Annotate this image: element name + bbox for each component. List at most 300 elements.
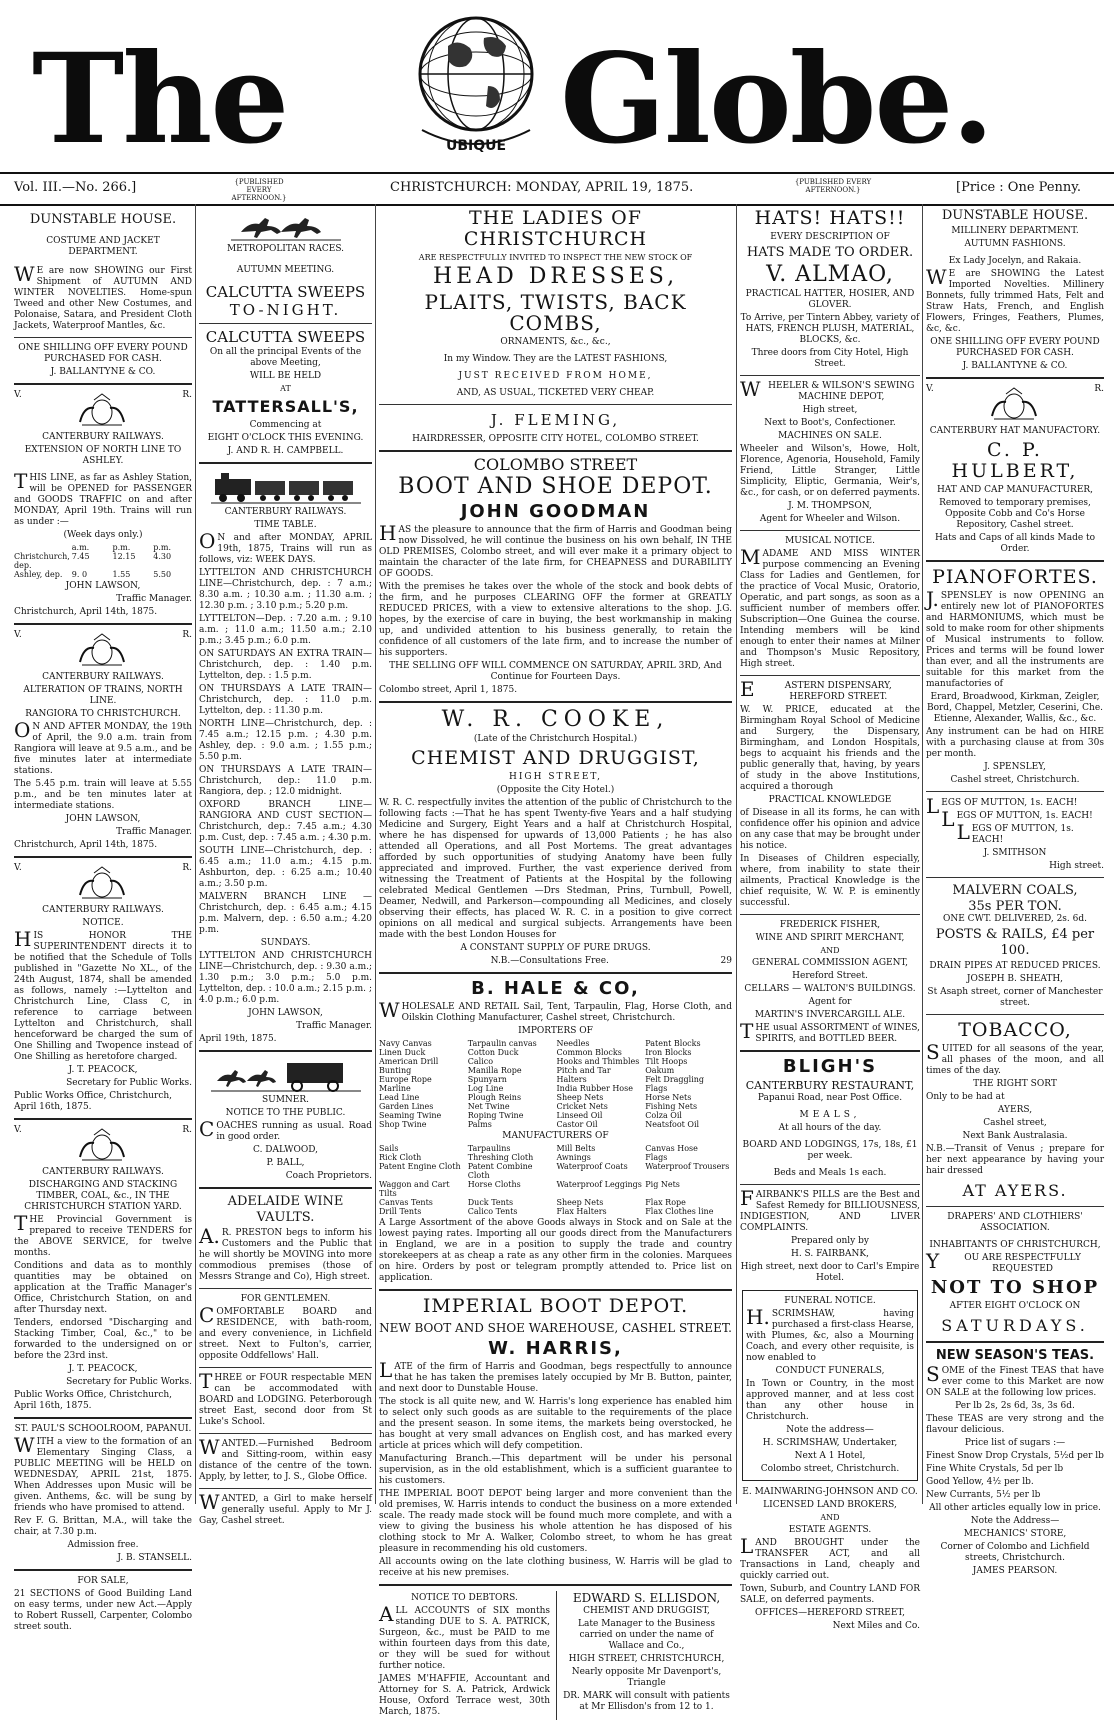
tt-10: LYTTELTON AND CHRISTCHURCH LINE—Christchurch, dep. : 9.30 a.m.; 1.30 p.m.; 3.0 p.m.; 5.0 p.m. Lyttelton, dep. : 10.0 a.m.; 2.15 p.m. ; 4.0 p.m.; 6.0 p.m. [199, 951, 372, 1005]
list-item: Halters [556, 1075, 587, 1084]
sugar-3: Good Yellow, 4½ per lb. [926, 1477, 1034, 1487]
royal-arms [14, 390, 192, 430]
list-item: Roping Twine [467, 1111, 524, 1120]
pearson: JAMES PEARSON. [972, 1566, 1058, 1576]
hale-body2: A Large Assortment of the above Goods always in Stock and on Sale at the lowest paying rates. Importing all our goods direct from the Manufacturers in England, we are in a position to supply the trade and country storekeepers at as cheap a rate as any other firm in the colonies. Marquees on hire. Orders by post or telegram promptly attended to. Price list on application. [379, 1218, 732, 1283]
hulbert-body2: Hats and Caps of all kinds Made to Order. [934, 533, 1096, 554]
wheeler-sig: J. M. THOMPSON, [788, 501, 872, 511]
list-item: Flax Rope [645, 1198, 686, 1207]
beds: Beds and Meals 1s each. [773, 1168, 887, 1178]
millinery: MILLINERY DEPARTMENT. [951, 226, 1079, 236]
harris-body2: The stock is all quite new, and W. Harris's long experience has enabled him to select only such goods as are suitable to the requirements of the place and the present season. In some items, the markets being overstocked, he has bought at very small advances on English cost, and has marked every article at prices which will defy competition. [379, 1397, 732, 1451]
tt-intro: ON and after MONDAY, APRIL 19th, 1875, Trains will run as follows, viz: WEEK DAYS. [199, 529, 372, 565]
almao: V. ALMAO, [766, 262, 894, 287]
piano-makers: Erard, Broadwood, Kirkman, Zeigler, Bord, Chappel, Metzler, Ceserini, Che. Etienne, Alexander, Wallis, &c., &c. [926, 692, 1104, 724]
list-item: Patent Engine Cloth [379, 1162, 461, 1171]
tt-2: LYTTELTON—Dep. : 7.20 a.m. ; 9.10 a.m. ; 11.0 a.m.; 11.50 a.m.; 2.10 p.m.; 3.45 p.m.; 6.0 p.m. [199, 614, 372, 646]
fleming: J. FLEMING, [490, 411, 621, 429]
masthead [0, 0, 1114, 172]
divider [379, 972, 732, 974]
wanted-2: WANTED, a Girl to make herself generally useful. Apply to Mr J. Gay, Cashel street. [199, 1490, 372, 1526]
agent: Agent for [808, 997, 852, 1007]
list-item: Bunting [379, 1066, 412, 1075]
rail4-title: CANTERBURY RAILWAYS. [42, 1167, 164, 1177]
machines: MACHINES ON SALE. [778, 431, 882, 441]
cooke-num: 29 [720, 956, 732, 966]
sale-body: 21 SECTIONS of Good Building Land on easy terms, under new Act.—Apply to Robert Russell, Carpenter, Colombo street south. [14, 1589, 192, 1632]
teas-body: SOME of the Finest TEAS that have ever come to this Market are now ON SALE at the following low prices. [926, 1362, 1104, 1398]
divider [740, 1184, 920, 1185]
sheath: JOSEPH B. SHEATH, [966, 974, 1064, 984]
and: AND [820, 946, 840, 955]
hale-body: WHOLESALE AND RETAIL Sail, Tent, Tarpaulin, Flag, Horse Cloth, and Oilskin Clothing Manufacturer, Cashel street, Christchurch. [379, 998, 732, 1023]
divider [740, 1050, 920, 1052]
rail1-timetable: a.m. p.m. p.m. Christchurch, dep. 7.45 12.15 4.30 Ashley, dep. 9. 0 1.55 5.50 [14, 543, 172, 579]
divider [199, 1187, 372, 1189]
ladies-title: THE LADIES OF CHRISTCHURCH [463, 207, 648, 250]
list-item: Net Twine [467, 1102, 510, 1111]
rail2-sub2: RANGIORA TO CHRISTCHURCH. [25, 709, 181, 719]
list-item: Tarpaulin canvas [467, 1039, 537, 1048]
list-item: Fishing Nets [645, 1102, 698, 1111]
rail4-body2: Conditions and data as to monthly quantities may be obtained on application at the Traffic Manager's Office, Christchurch Station, on and after Thursday next. [14, 1261, 192, 1315]
rail1-sub: EXTENSION OF NORTH LINE TO ASHLEY. [24, 445, 182, 466]
place-date: CHRISTCHURCH: MONDAY, APRIL 19, 1875. [390, 180, 694, 195]
races-title: METROPOLITAN RACES. [226, 244, 345, 254]
divider [199, 1367, 372, 1368]
list-item: American Drill [379, 1057, 439, 1066]
rail3-sig2: Secretary for Public Works. [66, 1078, 192, 1088]
coach-sig3: Coach Proprietors. [285, 1171, 372, 1181]
sumner: SUMNER. [261, 1095, 310, 1105]
wanted-1: WANTED.—Furnished Bedroom and Sitting-room, within easy distance of the centre of the town. Apply, by letter, to J. S., Globe Office. [199, 1435, 372, 1482]
divider [199, 323, 372, 324]
tt-date: April 19th, 1875. [199, 1034, 277, 1044]
fisher: FREDERICK FISHER, [779, 920, 881, 930]
fairbank: FAIRBANK'S PILLS are the Best and Safest Remedy for BILLIOUSNESS, INDIGESTION, AND LIVER COMPLAINTS. [740, 1186, 920, 1233]
masthead-globe: Globe. [560, 27, 993, 172]
divider [926, 560, 1104, 562]
tobacco: TOBACCO, [958, 1019, 1072, 1041]
rail3-body: HIS HONOR THE SUPERINTENDENT directs it to be notified that the Schedule of Tolls published in "Gazette No XL., of the 24th August, 1874, shall be amended as follows, namely :—Lyttelton and Christchurch Line, Class C, in reference to carriage between Lyttelton and Christchurch, shall henceforward be charged the sum of One Shilling and Twopence instead of One Shilling as heretofore charged. [14, 927, 192, 1062]
tattersalls: TATTERSALL'S, [212, 397, 359, 416]
rail2-title: CANTERBURY RAILWAYS. [42, 672, 164, 682]
inhabitants: INHABITANTS OF CHRISTCHURCH, [929, 1240, 1101, 1250]
list-item: Needles [556, 1039, 590, 1048]
list-item: Shop Twine [379, 1120, 427, 1129]
rail2-date: Christchurch, April 14th, 1875. [14, 840, 158, 850]
piano-body2: Any instrument can be had on HIRE with a purchasing clause at from 30s per month. [926, 727, 1104, 759]
bottom-ads [379, 1591, 732, 1720]
commencing: Commencing at [249, 420, 322, 430]
funeral-body: H.SCRIMSHAW, having purchased a first-class Hearse, with Plumes, &c, also a Mourning Coach, and every other requisite, is now enabled to [746, 1305, 914, 1363]
bligh: BLIGH'S [782, 1056, 878, 1077]
goodman-body: HAS the pleasure to announce that the firm of Harris and Goodman being now Dissolved, he will continue the business on his own behalf, IN THE OLD PREMISES, Colombo street, and will ever make it a primary object to maintain the character of the late firm, for CHEAPNESS and DURABILITY OF GOODS. [379, 521, 732, 579]
cooke-late: (Late of the Christchurch Hospital.) [473, 734, 638, 744]
funeral-sig: H. SCRIMSHAW, Undertaker, [762, 1438, 898, 1448]
harris-body: LATE of the firm of Harris and Goodman, begs respectfully to announce that he has taken the premises lately occupied by Mr B. Button, painter, and next door to Dunstable House. [379, 1358, 732, 1394]
cellars: CELLARS — WALTON'S BUILDINGS. [744, 984, 916, 994]
wheeler-next: Next to Boot's, Confectioner. [764, 418, 896, 428]
dunstable-body: WE are now SHOWING our First Shipment of AUTUMN AND WINTER NOVELTIES. Home-spun Tweed and other New Costumes, and Polonaise, Satara, and President Cloth Jackets, Waterproof Mantles, &c. [14, 262, 192, 331]
rail4-body3: Tenders, endorsed "Discharging and Stacking Timber, Coal, &c.," to be forwarded to the undersigned on or before the 23rd inst. [14, 1318, 192, 1361]
tt-3: ON SATURDAYS AN EXTRA TRAIN—Christchurch, dep. : 1.40 p.m. Lyttelton, dep. : 1.5 p.m. [199, 649, 372, 681]
rail1-body: THIS LINE, as far as Ashley Station, will be OPENED for PASSENGER and GOODS TRAFFIC on and after MONDAY, April 19th. Trains will run as under :— [14, 469, 192, 527]
column-2 [199, 204, 372, 1526]
list-item: Castor Oil [556, 1120, 598, 1129]
volume-number: Vol. III.—No. 266.] [14, 180, 137, 195]
rail1-sig2: Traffic Manager. [116, 594, 192, 604]
and-2: AND [820, 1513, 840, 1522]
meals: MEALS, [799, 1110, 861, 1120]
sugar-4: New Currants, 5½ per lb [926, 1490, 1041, 1500]
mechanics: MECHANICS' STORE, [963, 1529, 1067, 1539]
divider [14, 856, 192, 858]
harris-body3: Manufacturing Branch.—This department will be under his personal supervision, as in the old establishment, which is a sufficient guarantee to his customers. [379, 1454, 732, 1486]
offices2: Next Miles and Co. [832, 1621, 920, 1631]
wheeler-addr: High street, [802, 405, 858, 415]
cwt: ONE CWT. DELIVERED, 2s. 6d. [943, 914, 1087, 924]
pianofortes: PIANOFORTES. [932, 566, 1098, 588]
three-body: THREE or FOUR respectable MEN can be accommodated with BOARD and LODGING. Peterborough street East, second door from St Luke's School. [199, 1369, 372, 1427]
piano-addr: Cashel street, Christchurch. [950, 775, 1080, 785]
ellison-sub: CHEMIST AND DRUGGIST, [583, 1606, 710, 1616]
list-item: Horse Nets [645, 1093, 692, 1102]
hulbert-sub: HAT AND CAP MANUFACTURER, [936, 485, 1094, 495]
columns [0, 204, 1114, 1717]
campbell-sig: J. AND R. H. CAMPBELL. [227, 446, 344, 456]
mainwaring: E. MAINWARING-JOHNSON AND CO. [742, 1487, 918, 1497]
list-item: Awnings [556, 1153, 591, 1162]
corner: Corner of Colombo and Lichfield streets, Christchurch. [940, 1542, 1090, 1563]
sweeps-body: On all the principal Events of the above Meeting, [209, 347, 362, 368]
train-icon [211, 469, 361, 505]
usual-assortment: THE usual ASSORTMENT of WINES, SPIRITS, and BOTTLED BEER. [740, 1019, 920, 1044]
list-item: Waterproof Coats [556, 1162, 628, 1171]
stpaul-body2: Rev F. G. Brittan, M.A., will take the chair, at 7.30 p.m. [14, 1516, 192, 1537]
sweeps-title-2: CALCUTTA SWEEPS [205, 328, 366, 346]
list-item: Waterproof Leggings [556, 1180, 642, 1189]
not-to-shop: NOT TO SHOP [930, 1277, 1100, 1298]
cooke-nb: N.B.—Consultations Free. [490, 956, 609, 966]
opp-city-hotel: (Opposite the City Hotel.) [496, 785, 615, 795]
coach-sig2: P. BALL, [266, 1158, 305, 1168]
cooke-body: W. R. C. respectfully invites the attention of the public of Christchurch to the following facts :—That he has spent Twenty-five Years and a half studying Medicine and Surgery, Eight Years and a half at Christchurch Hospital, where he has dispensed for upwards of 13,000 Patients ; he has also attended all Operations, and all Post Mortems. The great advantages afforded by such opportunities of studying Anatomy have been fully appreciated and improved. Further, the vast experience derived from witnessing the Treatment of Patients at the Hospital by the following celebrated Medical Gentlemen —Drs Stedman, Prins, Turnbull, Powell, Deamer, Nedwill, and Parkerson—compounding all Medicines, and closely observing their effects, has placed W. R. C. in a position to give correct opinions on all medical and surgical subjects. Arrangements have been made with the best London Houses for [379, 798, 732, 940]
harris-body4: THE IMPERIAL BOOT DEPOT being larger and more convenient than the old premises, W. Harris intends to conduct the business on a more extended scale. The ready made stock will be found much more complete, and with a view to giving the business his whole attention he has disposed of his clothing stock to Mr A. Walker, Colombo street, to whom he has great pleasure in recommending his old customers. [379, 1489, 732, 1554]
royal-crest-icon [72, 392, 132, 428]
rail2-body: ON AND AFTER MONDAY, the 19th of April, the 9.0 a.m. train from Rangiora will leave at 9.5 a.m., and be five minutes later at intermediate stations. [14, 718, 192, 776]
royal-crest-icon [984, 386, 1044, 422]
teas-body2: These TEAS are very strong and the flavour delicious. [926, 1414, 1104, 1435]
tobacco-body: SUITED for all seasons of the year, all phases of the moon, and all times of the day. [926, 1040, 1104, 1076]
divider [926, 377, 1104, 379]
list-item: Marline [379, 1084, 411, 1093]
as-usual: AND, AS USUAL, TICKETED VERY CHEAP. [456, 388, 655, 398]
at-ayers: AT AYERS. [962, 1181, 1068, 1200]
adelaide: ADELAIDE WINE VAULTS. [227, 1194, 344, 1225]
harris-body5: All accounts owing on the late clothing business, W. Harris will be glad to receive at his new premises. [379, 1557, 732, 1578]
invited: ARE RESPECTFULLY INVITED TO INSPECT THE NEW STOCK OF [418, 253, 693, 262]
sheath-addr: St Asaph street, corner of Manchester street. [927, 987, 1103, 1008]
offer-2: ONE SHILLING OFF EVERY POUND PURCHASED FOR CASH. [930, 337, 1100, 358]
list-item: Calico Tents [467, 1207, 518, 1216]
funeral-next: Next A 1 Hotel, [794, 1451, 866, 1461]
list-item: Flax Clothes line [645, 1207, 714, 1216]
manufacturers: MANUFACTURERS OF [502, 1131, 609, 1141]
tt-5: NORTH LINE—Christchurch, dep. : 7.45 a.m.; 12.15 p.m. ; 4.30 p.m. Ashley, dep. : 9.0 a.m. ; 1.55 p.m.; 5.50 p.m. [199, 719, 372, 762]
sugar-1: Finest Snow Drop Crystals, 5½d per lb [926, 1451, 1104, 1461]
transit-nb: N.B.—Transit of Venus ; prepare for her next appearance by having your hair dressed [926, 1144, 1104, 1176]
importers-list [379, 1039, 732, 1129]
tonight: TO-NIGHT. [229, 301, 342, 319]
list-item: Sails [379, 1144, 399, 1153]
prepared: Prepared only by [791, 1236, 869, 1246]
eastern-body: W. W. PRICE, educated at the Birmingham Royal School of Medicine and Surgery, the Dispensary, Birmingham, and London Hospitals, begs to acquaint his friends and the public generally that, having, by years of study in the above Institutions, acquired a thorough [740, 705, 920, 792]
only-at: Only to be had at [926, 1092, 1005, 1102]
divider [14, 1118, 192, 1120]
piano-body: J.SPENSLEY is now OPENING an entirely new lot of PIANOFORTES and HARMONIUMS, which must be sold to make room for other shipments of Musical instruments to follow. Prices and terms will be found lower than ever, and all the instruments are suitable for this market from the manufactories of [926, 587, 1104, 689]
royal-arms: V. R. [14, 630, 192, 670]
right-sort: THE RIGHT SORT [973, 1079, 1057, 1089]
eastern: EASTERN DISPENSARY, HEREFORD STREET. [740, 677, 892, 702]
debtors-body: ALL ACCOUNTS of SIX months standing DUE to S. A. PATRICK, Surgeon, &c., must be PAID to me within fourteen days from this date, or they will be sued for without further notice. [379, 1602, 550, 1671]
at: AT [280, 384, 291, 393]
divider [14, 1569, 192, 1571]
list-item: Rick Cloth [379, 1153, 422, 1162]
stpaul-sig: J. B. STANSELL. [117, 1553, 192, 1563]
land-body2: Town, Suburb, and Country LAND FOR SALE, on deferred payments. [740, 1584, 920, 1605]
rail3-date: Public Works Office, Christchurch, April 16th, 1875. [14, 1091, 173, 1112]
list-item: Horse Cloths [467, 1180, 521, 1189]
stpaul-body: WITH a view to the formation of an Elementary Singing Class, a PUBLIC MEETING will be HELD on WEDNESDAY, APRIL 21st, 1875. When Addresses upon Music will be given. Anthems, &c. will be sung by friends who have promised to attend. [14, 1433, 192, 1513]
all-other: All other articles equally low in price. [929, 1503, 1101, 1513]
races-sub: AUTUMN MEETING. [236, 265, 335, 275]
list-item: Patent Combine Cloth [467, 1162, 533, 1180]
musical: MUSICAL NOTICE. [785, 536, 875, 546]
globe-icon [392, 6, 560, 166]
hale-title: B. HALE & CO, [471, 978, 640, 999]
posts: POSTS & RAILS, £4 per 100. [935, 927, 1095, 958]
list-item: India Rubber Hose [556, 1084, 633, 1093]
cooke-footer [379, 956, 732, 967]
stpaul-title: ST. PAUL'S SCHOOLROOM, PAPANUI. [14, 1424, 192, 1434]
almao-body: To Arrive, per Tintern Abbey, variety of HATS, FRENCH PLUSH, MATERIAL, BLOCKS, &c. [740, 313, 920, 345]
rail4-body: THE Provincial Government is prepared to receive TENDERS for the ABOVE SERVICE, for twelve months. [14, 1211, 192, 1258]
divider [14, 1417, 192, 1419]
dateline [0, 172, 1114, 206]
hulbert-body: Removed to temporary premises, Opposite Cobb and Co's Horse Repository, Cashel street. [939, 498, 1091, 530]
teas-prices: Per lb 2s, 2s 6d, 3s, 3s 6d. [955, 1401, 1075, 1411]
hairdresser: HAIRDRESSER, OPPOSITE CITY HOTEL, COLOMBO STREET. [412, 434, 699, 444]
divider [199, 462, 372, 464]
eastern-body3: In Diseases of Children especially, where, from inability to state their ailments, Practical Knowledge is the chief requisite, W. W. P. is eminently successful. [740, 854, 920, 908]
ellison-near: Nearly opposite Mr Davenport's, Triangle [571, 1667, 722, 1688]
royal-arms: V. R. [14, 863, 192, 903]
royal-arms: V. R. [926, 384, 1104, 424]
hulbert: C. P. HULBERT, [951, 439, 1079, 482]
rail4-sig: J. T. PEACOCK, [68, 1364, 138, 1374]
list-item: Canvas Hose [645, 1144, 698, 1153]
just-received: JUST RECEIVED FROM HOME, [458, 371, 653, 381]
ellison: EDWARD S. ELLISDON, [572, 1591, 721, 1605]
divider [926, 1206, 1104, 1207]
list-item: Hooks and Thimbles [556, 1057, 640, 1066]
legs-1: LEGS OF MUTTON, 1s. EACH! [926, 794, 1078, 818]
tt-4: ON THURSDAYS A LATE TRAIN—Christchurch, dep. : 11.0 p.m. Lyttelton, dep. : 11.30 p.m. [199, 684, 372, 716]
coaches: COACHES running as usual. Road in good order. [199, 1117, 372, 1142]
john-goodman: JOHN GOODMAN [460, 501, 651, 522]
rail1-sig: JOHN LAWSON, [65, 581, 141, 591]
rail4-sig2: Secretary for Public Works. [66, 1377, 192, 1387]
list-item: Flags [645, 1084, 668, 1093]
funeral-box [742, 1290, 918, 1481]
list-item: Sheep Nets [556, 1093, 604, 1102]
list-item: Waterproof Trousers [645, 1162, 730, 1171]
hat-manufactory: CANTERBURY HAT MANUFACTORY. [929, 426, 1101, 436]
dunstable-title-2: DUNSTABLE HOUSE. [941, 208, 1089, 223]
list-item: Duck Tents [467, 1198, 514, 1207]
licensed: LICENSED LAND BROKERS, [763, 1500, 897, 1510]
divider [926, 1014, 1104, 1015]
estate: ESTATE AGENTS. [788, 1525, 872, 1535]
rail1-week: (Week days only.) [63, 530, 143, 540]
divider [740, 375, 920, 376]
horse-race-icon [231, 210, 341, 242]
list-item: Spunyarn [467, 1075, 507, 1084]
list-item: Pitch and Tar [556, 1066, 611, 1075]
sumner-sub: NOTICE TO THE PUBLIC. [225, 1108, 346, 1118]
dunstable-title: DUNSTABLE HOUSE. [29, 212, 177, 227]
column-5 [926, 204, 1104, 1576]
dunstable-dept: COSTUME AND JACKET DEPARTMENT. [46, 236, 160, 257]
divider [740, 675, 920, 676]
royal-arms: V. R. [14, 1125, 192, 1165]
tt-6: ON THURSDAYS A LATE TRAIN—Christchurch, dep.: 11.0 p.m. Rangiora, dep. ; 12.0 midnight. [199, 765, 372, 797]
drain: DRAIN PIPES AT REDUCED PRICES. [929, 961, 1101, 971]
boot-shoe-depot: BOOT AND SHOE DEPOT. [398, 474, 713, 499]
list-item: Cricket Nets [556, 1102, 608, 1111]
almao-sub: PRACTICAL HATTER, HOSIER, AND GLOVER. [745, 289, 915, 310]
royal-crest-icon [72, 632, 132, 668]
rail3-title: CANTERBURY RAILWAYS. [42, 905, 164, 915]
rail3-sig: J. T. PEACOCK, [68, 1065, 138, 1075]
smithson-addr: High street. [1049, 861, 1104, 871]
list-item: Flags [645, 1153, 668, 1162]
fisher-sub: WINE AND SPIRIT MERCHANT, [755, 933, 905, 943]
almao-addr: Three doors from City Hotel, High Street. [751, 348, 909, 369]
list-item: Europe Rope [379, 1075, 432, 1084]
legs-2: LEGS OF MUTTON, 1s. EACH! [941, 807, 1093, 831]
practical: PRACTICAL KNOWLEDGE [768, 795, 892, 805]
list-item: Tarpaulins [467, 1144, 511, 1153]
papanui: Papanui Road, near Post Office. [757, 1093, 903, 1103]
tt-1: LYTTELTON AND CHRISTCHURCH LINE—Christchurch, dep. : 7 a.m.; 8.30 a.m. ; 10.30 a.m. ; 11.30 a.m. ; 12.30 p.m. ; 3.10 p.m.; 5.20 p.m. [199, 568, 372, 611]
rail2-sig: JOHN LAWSON, [65, 814, 141, 824]
coach-icon [211, 1057, 361, 1093]
note-address: Note the Address— [970, 1516, 1060, 1526]
motto: UBIQUE [445, 138, 507, 154]
malvern: MALVERN COALS, [952, 883, 1078, 898]
will-be-held: WILL BE HELD [249, 371, 322, 381]
list-item: Garden Lines [379, 1102, 434, 1111]
divider [926, 791, 1104, 792]
list-item: Mill Belts [556, 1144, 596, 1153]
rail2-sub: ALTERATION OF TRAINS, NORTH LINE. [23, 685, 183, 706]
head-dresses: HEAD DRESSES, [432, 264, 679, 289]
eight-oclock: EIGHT O'CLOCK THIS EVENING. [207, 433, 364, 443]
smithson: J. SMITHSON [983, 848, 1047, 858]
canterbury-restaurant: CANTERBURY RESTAURANT, [745, 1079, 915, 1092]
list-item: Navy Canvas [379, 1039, 432, 1048]
you-are: YOU ARE RESPECTFULLY REQUESTED [926, 1249, 1081, 1274]
ayers: AYERS, [997, 1105, 1033, 1115]
manufacturers-list [379, 1144, 732, 1216]
new-teas: NEW SEASON'S TEAS. [935, 1348, 1095, 1363]
rail4-date: Public Works Office, Christchurch, April 16th, 1875. [14, 1390, 173, 1411]
divider [199, 1433, 372, 1434]
list-item: Patent Blocks [645, 1039, 701, 1048]
high-street: HIGH STREET, [509, 772, 602, 782]
sundays: SUNDAYS. [260, 938, 311, 948]
debtors-sig: JAMES M'HAFFIE, Accountant and Attorney for S. A. Patrick, Ardwick House, Oxford Terrace west, 30th March, 1875. [379, 1674, 550, 1717]
rail1-title: CANTERBURY RAILWAYS. [42, 432, 164, 442]
ellison-addr: HIGH STREET, CHRISTCHURCH, [568, 1654, 725, 1664]
millinery-body: WE are SHOWING the Latest Imported Novelties. Millinery Bonnets, fully trimmed Hats, Felt and Straw Hats, French, and English Flowers, Fringes, Feathers, Plumes, &c, &c. [926, 265, 1104, 334]
column-3 [379, 204, 732, 1717]
funeral-addr: Colombo street, Christchurch. [760, 1464, 900, 1474]
gentlemen: FOR GENTLEMEN. [240, 1294, 331, 1304]
hereford: Hereford Street. [792, 971, 868, 981]
divider [14, 337, 192, 338]
debtors-title: NOTICE TO DEBTORS. [411, 1593, 518, 1603]
ornaments: ORNAMENTS, &c., &c., [500, 337, 611, 347]
list-item: Pig Nets [645, 1180, 680, 1189]
list-item: Plough Reins [467, 1093, 522, 1102]
land-body: LAND BROUGHT under the TRANSFER ACT, and all Transactions in Land, cheaply and quickly carried out. [740, 1534, 920, 1581]
divider [379, 404, 732, 405]
list-item: Log Line [467, 1084, 504, 1093]
window: In my Window. They are the LATEST FASHIONS, [443, 354, 668, 364]
rail4-sub: DISCHARGING AND STACKING TIMBER, COAL, &c., IN THE CHRISTCHURCH STATION YARD. [24, 1180, 182, 1212]
note: Note the address— [786, 1425, 874, 1435]
rail-title: CANTERBURY RAILWAYS. [224, 507, 347, 517]
column-1 [14, 204, 192, 1632]
hats-made: HATS MADE TO ORDER. [746, 245, 914, 260]
adelaide-body: A.R. PRESTON begs to inform his Customers and the Public that he will shortly be MOVING into more commodious premises (those of Messrs Strange and Co), High street. [199, 1224, 372, 1282]
tt-9: MALVERN BRANCH LINE — Christchurch, dep. : 6.45 a.m.; 4.15 p.m. Malvern, dep. : 6.50 a.m.; 4.20 p.m. [199, 892, 372, 935]
list-item: Calico [467, 1057, 494, 1066]
gent-body: COMFORTABLE BOARD and RESIDENCE, with bath-room, and every convenience, in Lichfield street. Next to Fulton's, carrier, opposite Oddfellows' Hall. [199, 1303, 372, 1361]
coach-sig: C. DALWOOD, [253, 1145, 318, 1155]
goodman-date: Colombo street, April 1, 1875. [379, 685, 518, 695]
hours: At all hours of the day. [778, 1123, 882, 1133]
rail2-body2: The 5.45 p.m. train will leave at 5.55 p.m., and be ten minutes later at intermediate stations. [14, 779, 192, 811]
divider [926, 877, 1104, 878]
tt-7: OXFORD BRANCH LINE—RANGIORA AND CUST SECTION—Christchurch, dep.: 7.45 a.m.; 4.30 p.m. Cust, dep. : 7.45 a.m. ; 4.30 p.m. [199, 800, 372, 843]
list-item: Common Blocks [556, 1048, 622, 1057]
list-item: Tilt Hoops [645, 1057, 688, 1066]
divider [740, 530, 920, 531]
hats-title: HATS! HATS!! [754, 207, 906, 229]
after-eight: AFTER EIGHT O'CLOCK ON [949, 1301, 1081, 1311]
martin: MARTIN'S INVERCARGILL ALE. [754, 1010, 906, 1020]
wheeler-sig2: Agent for Wheeler and Wilson. [759, 514, 901, 524]
list-item: Felt Draggling [645, 1075, 705, 1084]
importers: IMPORTERS OF [518, 1026, 593, 1036]
divider [199, 1488, 372, 1489]
list-item: Manilla Rope [467, 1066, 522, 1075]
list-item: Palms [467, 1120, 492, 1129]
